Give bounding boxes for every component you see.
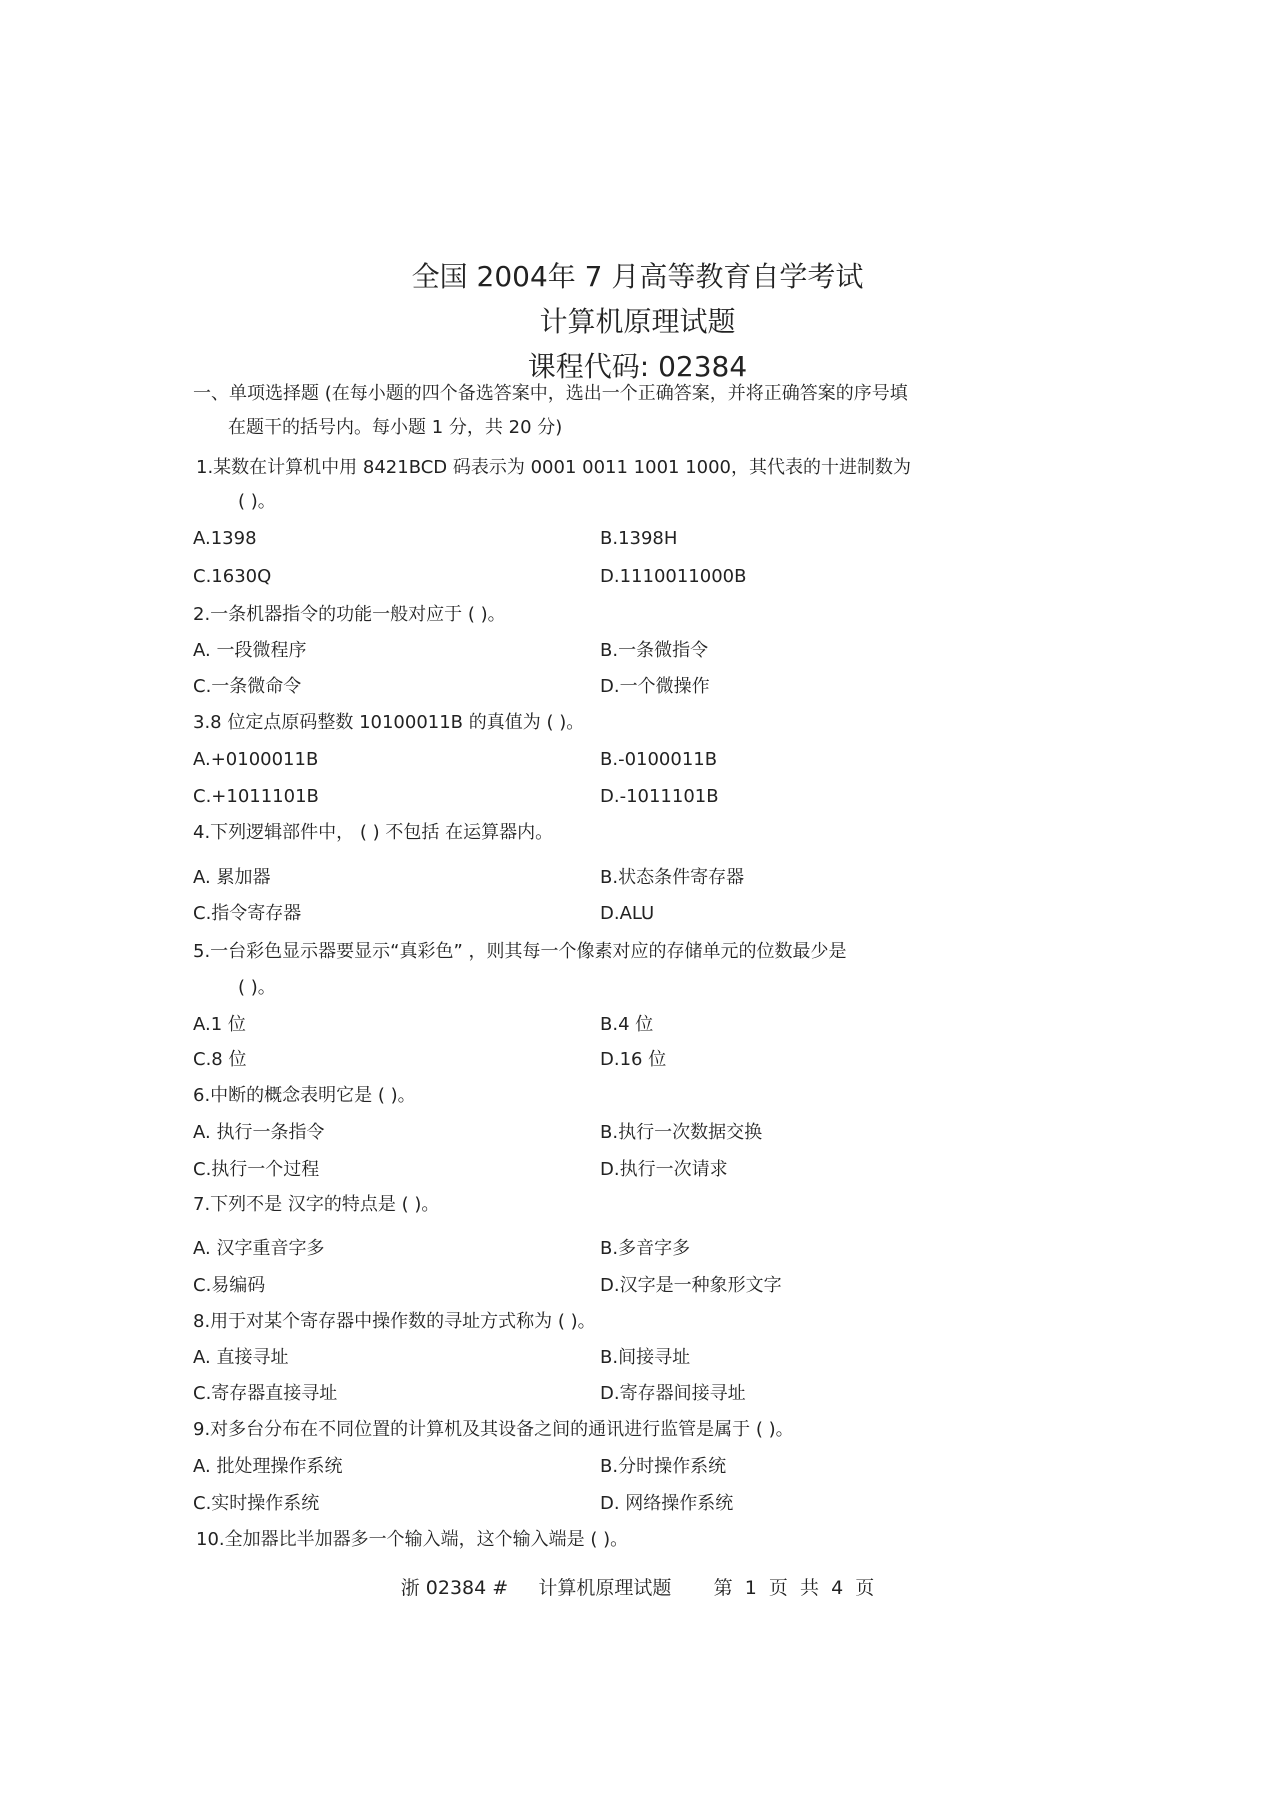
question-3-option-b: B.-0100011B <box>600 749 718 770</box>
question-2-option-a: A. 一段微程序 <box>193 640 307 661</box>
question-4-option-d: D.ALU <box>600 903 655 924</box>
question-1-option-a: A.1398 <box>193 528 257 549</box>
question-4-option-c: C.指令寄存器 <box>193 903 302 924</box>
question-8-option-a: A. 直接寻址 <box>193 1347 289 1368</box>
question-9-option-a: A. 批处理操作系统 <box>193 1456 343 1477</box>
question-7-stem: 7.下列不是 汉字的特点是 ( )。 <box>193 1194 440 1215</box>
question-7-option-c: C.易编码 <box>193 1275 266 1296</box>
question-5-option-c: C.8 位 <box>193 1049 247 1070</box>
question-1-stem: 1.某数在计算机中用 8421BCD 码表示为 0001 0011 1001 1000，其代表的十进制数为 <box>196 457 912 478</box>
page-footer: 浙 02384 # 计算机原理试题 第 1 页 共 4 页 <box>400 1577 875 1599</box>
question-2-option-b: B.一条微指令 <box>600 640 709 661</box>
question-3-option-d: D.-1011101B <box>600 786 719 807</box>
question-1-stem-blank: ( )。 <box>238 491 276 512</box>
question-4-option-b: B.状态条件寄存器 <box>600 867 745 888</box>
question-8-option-d: D.寄存器间接寻址 <box>600 1383 746 1404</box>
question-4-option-a: A. 累加器 <box>193 867 271 888</box>
section-heading-continued: 在题干的括号内。每小题 1 分，共 20 分) <box>228 417 563 438</box>
question-2-stem: 2.一条机器指令的功能一般对应于 ( )。 <box>193 604 506 625</box>
question-3-option-c: C.+1011101B <box>193 786 319 807</box>
question-8-stem: 8.用于对某个寄存器中操作数的寻址方式称为 ( )。 <box>193 1311 596 1332</box>
question-4-stem: 4.下列逻辑部件中， ( ) 不包括 在运算器内。 <box>193 822 554 843</box>
question-3-stem: 3.8 位定点原码整数 10100011B 的真值为 ( )。 <box>193 712 585 733</box>
question-1-option-c: C.1630Q <box>193 566 272 587</box>
question-10-stem: 10.全加器比半加器多一个输入端，这个输入端是 ( )。 <box>196 1529 629 1550</box>
question-6-option-a: A. 执行一条指令 <box>193 1122 325 1143</box>
question-5-option-d: D.16 位 <box>600 1049 667 1070</box>
question-5-option-b: B.4 位 <box>600 1014 654 1035</box>
question-7-option-d: D.汉字是一种象形文字 <box>600 1275 782 1296</box>
course-code: 课程代码: 02384 <box>527 350 748 383</box>
question-6-option-d: D.执行一次请求 <box>600 1159 728 1180</box>
question-6-option-b: B.执行一次数据交换 <box>600 1122 763 1143</box>
question-1-option-d: D.1110011000B <box>600 566 747 587</box>
question-8-option-b: B.间接寻址 <box>600 1347 691 1368</box>
question-7-option-b: B.多音字多 <box>600 1238 691 1259</box>
question-5-stem-blank: ( )。 <box>238 977 276 998</box>
question-9-stem: 9.对多台分布在不同位置的计算机及其设备之间的通讯进行监管是属于 ( )。 <box>193 1419 794 1440</box>
section-heading: 一、单项选择题 (在每小题的四个备选答案中，选出一个正确答案，并将正确答案的序号填 <box>193 383 908 404</box>
question-7-option-a: A. 汉字重音字多 <box>193 1238 325 1259</box>
question-5-option-a: A.1 位 <box>193 1014 246 1035</box>
subject-title: 计算机原理试题 <box>539 305 736 338</box>
question-2-option-d: D.一个微操作 <box>600 676 710 697</box>
question-9-option-d: D. 网络操作系统 <box>600 1493 734 1514</box>
question-5-stem: 5.一台彩色显示器要显示“真彩色” ，则其每一个像素对应的存储单元的位数最少是 <box>193 941 847 962</box>
question-2-option-c: C.一条微命令 <box>193 676 302 697</box>
question-6-option-c: C.执行一个过程 <box>193 1159 320 1180</box>
question-6-stem: 6.中断的概念表明它是 ( )。 <box>193 1085 416 1106</box>
exam-title: 全国 2004年 7 月高等教育自学考试 <box>411 260 864 293</box>
question-9-option-b: B.分时操作系统 <box>600 1456 727 1477</box>
question-3-option-a: A.+0100011B <box>193 749 319 770</box>
question-8-option-c: C.寄存器直接寻址 <box>193 1383 338 1404</box>
question-1-option-b: B.1398H <box>600 528 678 549</box>
question-9-option-c: C.实时操作系统 <box>193 1493 320 1514</box>
